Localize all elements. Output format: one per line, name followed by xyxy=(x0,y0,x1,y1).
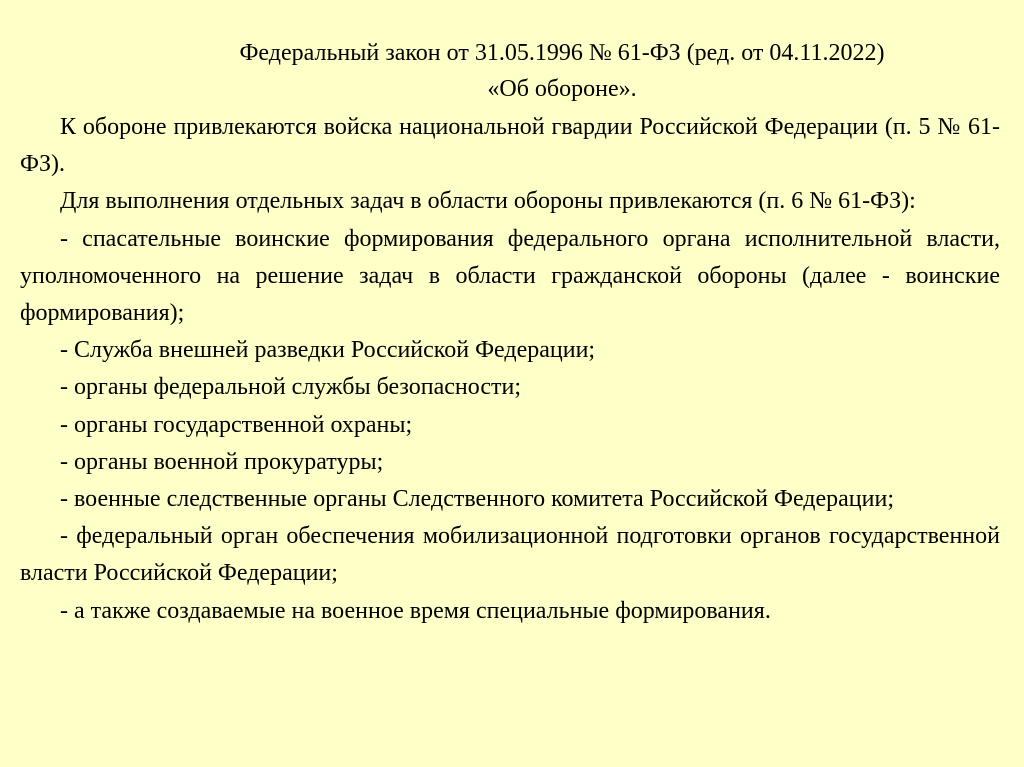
list-item-foreign-intelligence: - Служба внешней разведки Российской Федерации; xyxy=(60,337,596,364)
list-item-military-investigative: - военные следственные органы Следственного комитета Российской Федерации; xyxy=(60,486,894,513)
document-body xyxy=(20,109,1000,630)
list-item-military-prosecution: - органы военной прокуратуры; xyxy=(60,448,384,475)
paragraph-additional-forces-intro: Для выполнения отдельных задач в области обороны привлекаются (п. 6 № 61-ФЗ): xyxy=(60,188,916,215)
list-item-rescue-formations: - спасательные воинские формирования федерального органа исполнительной власти, уполномоченного на решение задач в области гражданской обороны (далее - воинские формирования); xyxy=(20,225,1000,327)
document-title xyxy=(20,35,1024,107)
list-item-federal-security: - органы федеральной службы безопасности; xyxy=(60,374,522,401)
list-item-special-formations: - а также создаваемые на военное время специальные формирования. xyxy=(60,597,771,624)
title-line-1: Федеральный закон от 31.05.1996 № 61-ФЗ (ред. от 04.11.2022) xyxy=(239,40,885,66)
list-item-state-guard: - органы государственной охраны; xyxy=(60,411,413,438)
list-item-mobilization-body: - федеральный орган обеспечения мобилизационной подготовки органов государственной власти Российской Федерации; xyxy=(20,523,1000,587)
paragraph-national-guard: К обороне привлекаются войска национальной гвардии Российской Федерации (п. 5 № 61-ФЗ). xyxy=(20,114,1000,178)
title-line-2: «Об обороне». xyxy=(487,76,637,102)
